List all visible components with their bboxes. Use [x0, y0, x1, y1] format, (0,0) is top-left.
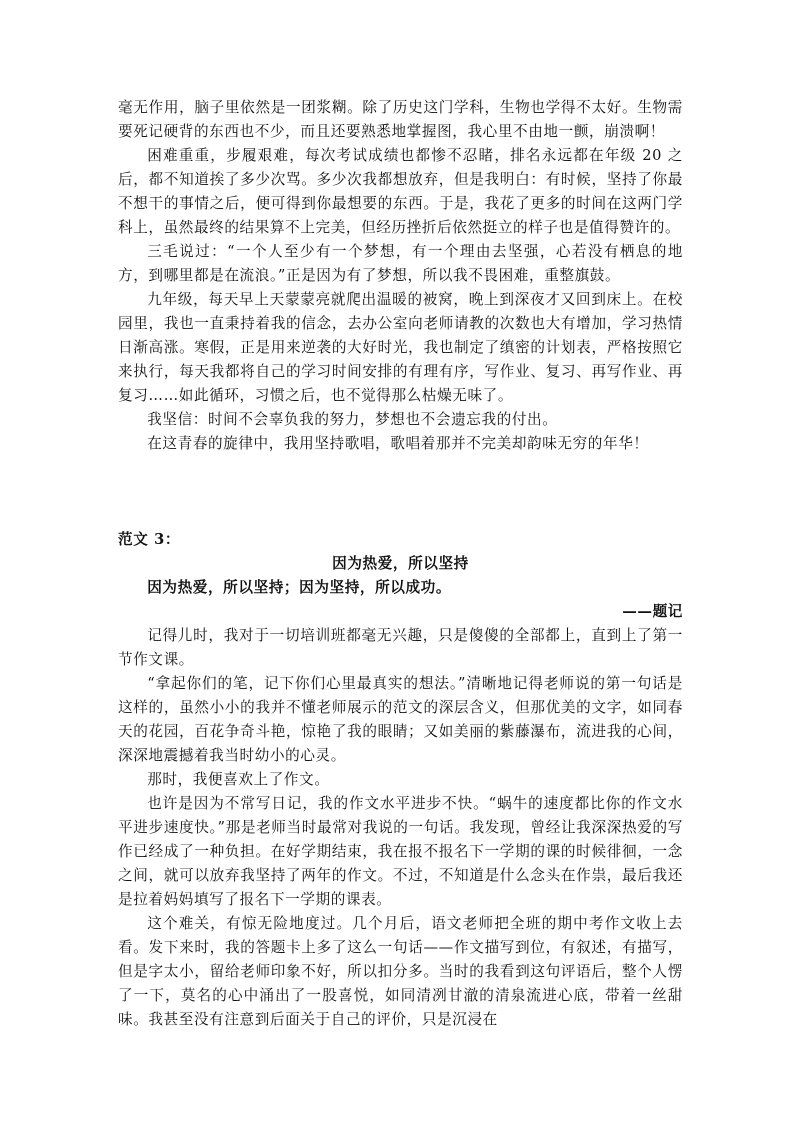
paragraph: 也许是因为不常写日记，我的作文水平进步不快。“蜗牛的速度都比你的作文水平进步速度快。”那是老师当时最常对我说的一句话。我发现，曾经让我深深热爱的写作已经成了一种负担。在好学期结束，我在报不报名下一学期的课的时候徘徊，一念之间，就可以放弃我坚持了两年的作文。不过，不知道是什么念头在作祟，最后我还是拉着妈妈填写了报名下一学期的课表。 [118, 795, 683, 908]
paragraph: 在这青春的旋律中，我用坚持歌唱，歌唱着那并不完美却韵味无穷的年华！ [147, 435, 649, 452]
paragraph: 九年级，每天早上天蒙蒙亮就爬出温暖的被窝，晚上到深夜才又回到床上。在校园里，我也一直秉持着我的信念，去办公室向老师请教的次数也大有增加，学习热情日渐高涨。寒假，正是用来逆袭的大好时光，我也制定了缜密的计划表，严格按照它来执行，每天我都将自己的学习时间安排的有理有序，写作业、复习、再写作业、再复习……如此循环，习惯之后，也不觉得那么枯燥无味了。 [118, 291, 683, 404]
paragraph: 困难重重，步履艰难，每次考试成绩也都惨不忍睹，排名永远都在年级 20 之后，都不知道挨了多少次骂。多少次我都想放弃，但是我明白：有时候，坚持了你最不想干的事情之后，便可得到你最想要的东西。于是，我花了更多的时间在这两门学科上，虽然最终的结果算不上完美，但经历挫折后依然挺立的样子也是值得赞许的。 [118, 147, 683, 236]
section-label: 范文 3： [118, 531, 181, 548]
paragraph: 三毛说过：“一个人至少有一个梦想，有一个理由去坚强，心若没有栖息的地方，到哪里都是在流浪。”正是因为有了梦想，所以我不畏困难，重整旗鼓。 [118, 243, 683, 284]
paragraph: 毫无作用，脑子里依然是一团浆糊。除了历史这门学科，生物也学得不太好。生物需要死记硬背的东西也不少，而且还要熟悉地掌握图，我心里不由地一颤，崩溃啊！ [118, 99, 683, 140]
paragraph: 那时，我便喜欢上了作文。 [147, 771, 330, 788]
paragraph: 记得儿时，我对于一切培训班都毫无兴趣，只是傻傻的全部都上，直到上了第一节作文课。 [118, 627, 683, 668]
essay-title: 因为热爱，所以坚持 [332, 555, 469, 572]
epigraph-attribution: ——题记 [622, 603, 683, 620]
paragraph: 这个难关，有惊无险地度过。几个月后，语文老师把全班的期中考作文收上去看。发下来时，我的答题卡上多了这么一句话——作文描写到位，有叙述，有描写，但是字太小，留给老师印象不好，所以扣分多。当时的我看到这句评语后，整个人愣了一下，莫名的心中涌出了一股喜悦，如同清冽甘澈的清泉流进心底，带着一丝甜味。我甚至没有注意到后面关于自己的评价，只是沉浸在 [118, 915, 683, 1028]
paragraph: 我坚信：时间不会辜负我的努力，梦想也不会遗忘我的付出。 [147, 411, 558, 428]
epigraph: 因为热爱，所以坚持；因为坚持，所以成功。 [147, 579, 452, 596]
sample-essay-3 [118, 528, 683, 1032]
essay-continuation [118, 96, 683, 456]
paragraph: “拿起你们的笔，记下你们心里最真实的想法。”清晰地记得老师说的第一句话是这样的，虽然小小的我并不懂老师展示的范文的深层含义，但那优美的文字，如同春天的花园，百花争奇斗艳，惊艳了我的眼睛；又如美丽的紫藤瀑布，流进我的心间，深深地震撼着我当时幼小的心灵。 [118, 675, 683, 764]
